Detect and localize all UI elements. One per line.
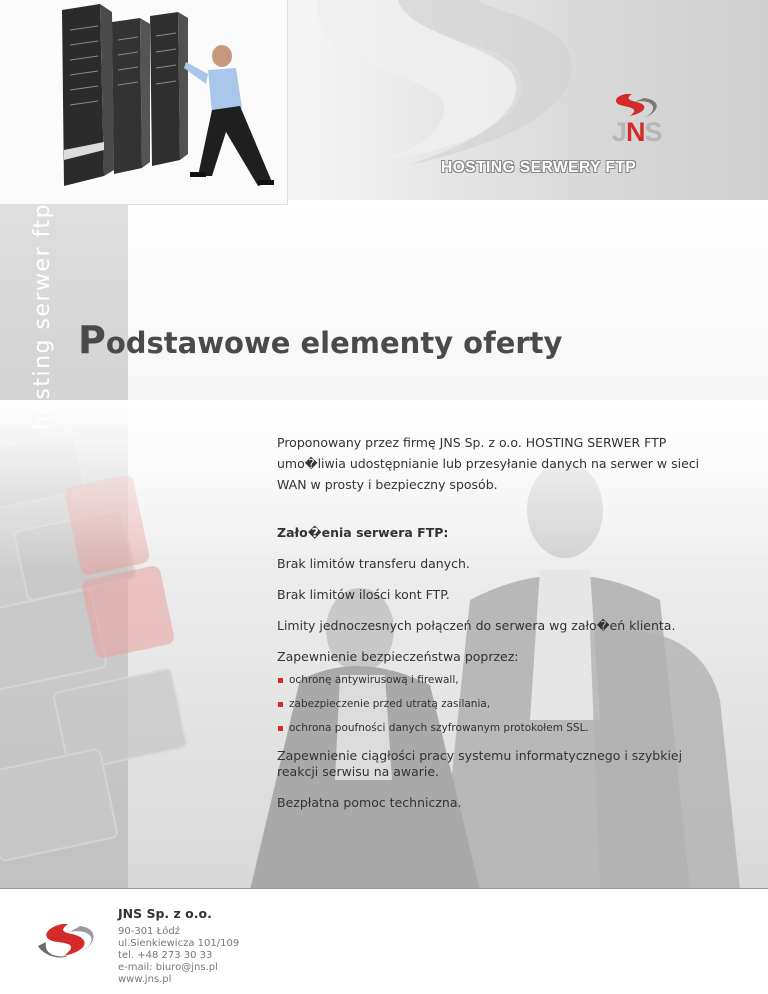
person-pushing-icon — [184, 45, 274, 186]
requirement-line: Brak limitów transferu danych. — [277, 556, 470, 571]
header-photo — [0, 0, 288, 205]
footer-email[interactable]: e-mail: biuro@jns.pl — [118, 962, 218, 973]
requirements-title: Zało�enia serwera FTP: — [277, 525, 449, 540]
security-bullet-list — [277, 673, 715, 736]
requirement-line: Zapewnienie bezpieczeństwa poprzez: — [277, 649, 519, 664]
bullet-item: ochronę antywirusową i firewall, — [277, 673, 715, 688]
footer-background — [0, 889, 768, 994]
footer-street: ul.Sienkiewicza 101/109 — [118, 938, 240, 949]
footer-address — [118, 926, 239, 986]
brand-name: JNS — [612, 117, 662, 147]
requirement-line: Limity jednoczesnych połączeń do serwera wg zało�eń klienta. — [277, 618, 676, 633]
requirement-line: Brak limitów ilości kont FTP. — [277, 587, 450, 602]
footer-postal: 90-301 Łódź — [118, 926, 180, 937]
side-label: hosting serwer ftp — [30, 202, 55, 430]
footer-company: JNS Sp. z o.o. — [118, 906, 212, 921]
title-initial: P — [78, 318, 106, 362]
support-line: Bezpłatna pomoc techniczna. — [277, 795, 462, 810]
page-title — [78, 318, 562, 362]
intro-paragraph: Proponowany przez firmę JNS Sp. z o.o. HOSTING SERWER FTP umo�liwia udostępnianie lub przesyłanie danych na serwer w sieci WAN w prosty i bezpieczny sposób. — [277, 435, 700, 492]
bullet-item: ochrona poufności danych szyfrowanym protokołem SSL. — [277, 721, 715, 736]
footer-logo-icon — [36, 920, 100, 960]
footer-phone: tel. +48 273 30 33 — [118, 950, 213, 961]
offer-content — [277, 432, 715, 823]
title-rest: odstawowe elementy oferty — [105, 326, 563, 360]
brand-tagline: HOSTING SERWERY FTP — [441, 159, 637, 176]
continuity-paragraph: Zapewnienie ciągłości pracy systemu informatycznego i szybkiej reakcji serwisu na awarie. — [277, 748, 683, 779]
bullet-item: zabezpieczenie przed utratą zasilania, — [277, 697, 715, 712]
server-rack-icon — [0, 0, 287, 204]
footer-website[interactable]: www.jns.pl — [118, 974, 172, 985]
